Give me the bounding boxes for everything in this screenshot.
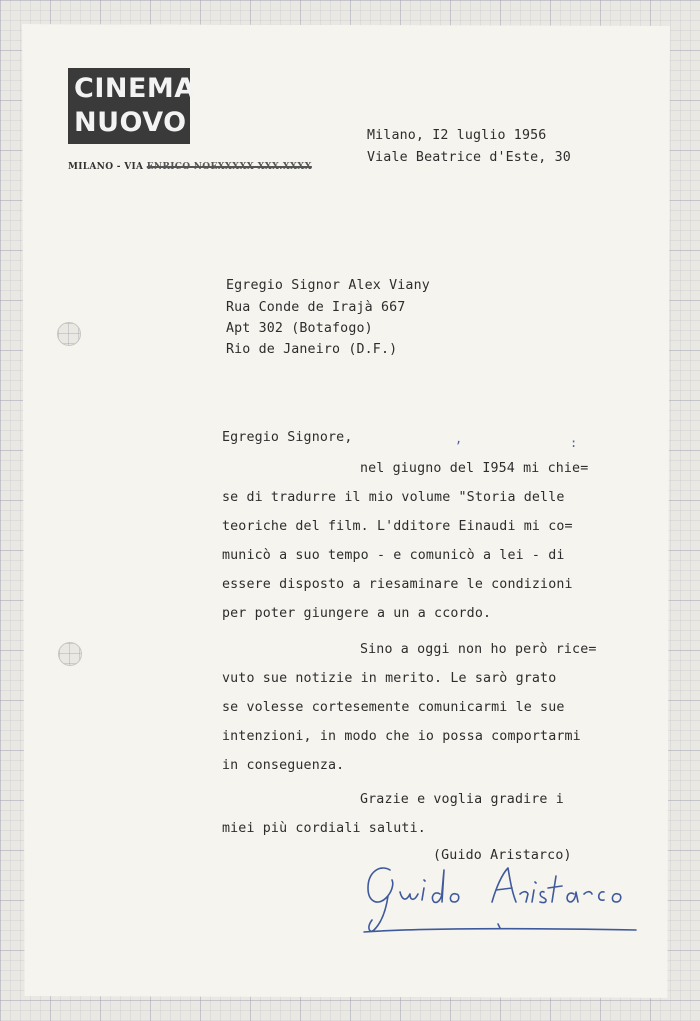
ink-speck: : bbox=[570, 436, 578, 450]
recipient-line-3: Apt 302 (Botafogo) bbox=[226, 321, 373, 336]
body-line: per poter giungere a un a ccordo. bbox=[222, 606, 492, 621]
address-struck-out: ENRICO NOEXXXXX XXX.XXXX bbox=[146, 162, 312, 172]
recipient-line-4: Rio de Janeiro (D.F.) bbox=[226, 342, 398, 357]
sender-address-line: Viale Beatrice d'Este, 30 bbox=[367, 150, 571, 165]
ink-speck: , bbox=[455, 432, 463, 446]
body-line: se volesse cortesemente comunicarmi le sue bbox=[222, 700, 565, 715]
body-line: intenzioni, in modo che io possa comportarmi bbox=[222, 729, 581, 744]
body-line: nel giugno del I954 mi chie= bbox=[360, 461, 589, 476]
body-line: municò a suo tempo - e comunicò a lei - di bbox=[222, 548, 565, 563]
address-prefix: MILANO - VIA bbox=[68, 162, 147, 172]
body-line: Grazie e voglia gradire i bbox=[360, 792, 564, 807]
logo-line-2: NUOVO bbox=[74, 107, 187, 138]
punch-hole-top bbox=[57, 322, 81, 346]
body-line: in conseguenza. bbox=[222, 758, 345, 773]
date-line: Milano, I2 luglio 1956 bbox=[367, 128, 547, 143]
letterhead-address bbox=[68, 162, 312, 172]
recipient-line-1: Egregio Signor Alex Viany bbox=[226, 278, 430, 293]
body-line: Sino a oggi non ho però rice= bbox=[360, 642, 597, 657]
body-line: teoriche del film. L'dditore Einaudi mi co= bbox=[222, 519, 573, 534]
handwritten-signature bbox=[360, 858, 640, 943]
typed-signature: (Guido Aristarco) bbox=[433, 848, 572, 863]
punch-hole-bottom bbox=[58, 642, 82, 666]
body-line: essere disposto a riesaminare le condizioni bbox=[222, 577, 573, 592]
body-line: vuto sue notizie in merito. Le sarò grato bbox=[222, 671, 557, 686]
recipient-line-2: Rua Conde de Irajà 667 bbox=[226, 300, 406, 315]
cinema-nuovo-logo bbox=[68, 68, 196, 144]
salutation: Egregio Signore, bbox=[222, 430, 353, 445]
body-line: se di tradurre il mio volume "Storia delle bbox=[222, 490, 565, 505]
logo-line-1: CINEMA bbox=[74, 73, 196, 104]
body-line: miei più cordiali saluti. bbox=[222, 821, 426, 836]
